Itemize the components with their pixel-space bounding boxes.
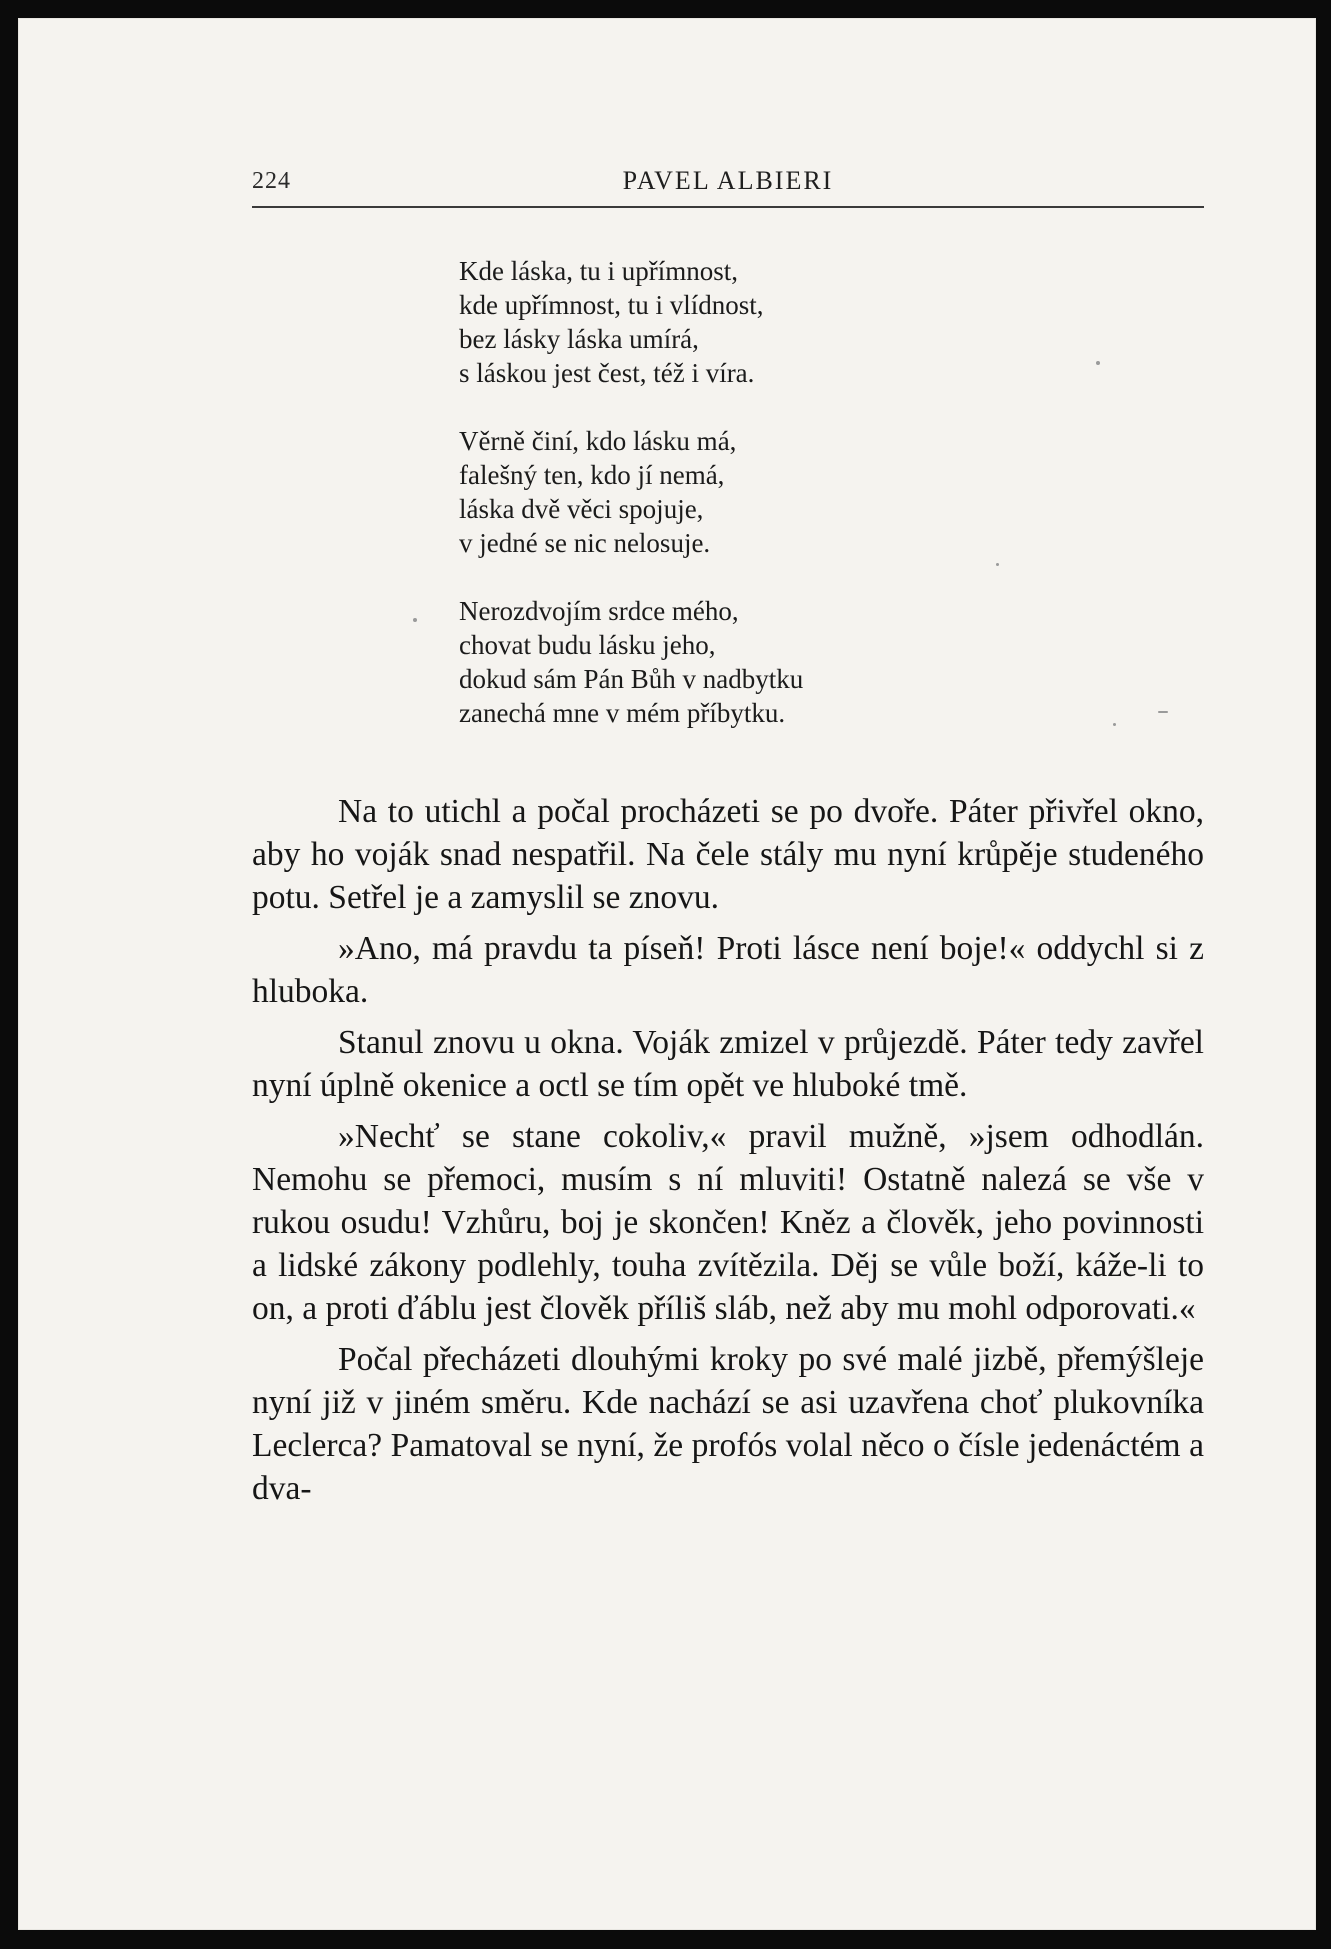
poem-line: v jedné se nic nelosuje.	[459, 528, 711, 558]
paragraph: »Nechť se stane cokoliv,« pravil mužně, »jsem odhodlán. Nemohu se přemoci, musím s ní mluviti! Ostatně nalezá se vše v rukou osudu! Vzhůru, boj je skončen! Kněz a člověk, jeho povinnosti a lidské zákony podlehly, touha zvítězila. Děj se vůle boží, káže-li to on, a proti ďáblu jest člověk příliš sláb, než aby mu mohl odporovati.«	[252, 1118, 1204, 1327]
page-number: 224	[252, 168, 291, 194]
poem-line: zanechá mne v mém příbytku.	[459, 698, 786, 728]
paper-speck	[1096, 361, 1100, 365]
paper-speck	[996, 563, 999, 566]
poem-line: falešný ten, kdo jí nemá,	[459, 460, 725, 490]
poem-stanza	[459, 594, 1019, 730]
poem-line: s láskou jest čest, též i víra.	[459, 358, 755, 388]
page-header	[252, 166, 1204, 208]
paper-speck	[1158, 711, 1168, 713]
poem-line: láska dvě věci spojuje,	[459, 494, 704, 524]
poem-line: Nerozdvojím srdce mého,	[459, 596, 739, 626]
poem-line: dokud sám Pán Bůh v nadbytku	[459, 664, 804, 694]
running-head: PAVEL ALBIERI	[622, 166, 834, 195]
poem-stanza	[459, 254, 1019, 390]
book-page	[18, 18, 1316, 1930]
poem	[459, 254, 1019, 764]
paragraph: Stanul znovu u okna. Voják zmizel v průjezdě. Páter tedy zavřel nyní úplně okenice a octl se tím opět ve hluboké tmě.	[252, 1024, 1204, 1104]
poem-line: chovat budu lásku jeho,	[459, 630, 716, 660]
paragraph: Na to utichl a počal procházeti se po dvoře. Páter přivřel okno, aby ho voják snad nespatřil. Na čele stály mu nyní krůpěje studeného potu. Setřel je a zamyslil se znovu.	[252, 793, 1204, 916]
body-text	[252, 790, 1204, 1518]
paragraph: Počal přecházeti dlouhými kroky po své malé jizbě, přemýšleje nyní již v jiném směru. Kde nachází se asi uzavřena choť plukovníka Leclerca? Pamatoval se nyní, že profós volal něco o čísle jedenáctém a dva-	[252, 1341, 1204, 1507]
paper-speck	[413, 618, 417, 622]
poem-stanza	[459, 424, 1019, 560]
poem-line: Věrně činí, kdo lásku má,	[459, 426, 737, 456]
poem-line: bez lásky láska umírá,	[459, 324, 699, 354]
poem-line: kde upřímnost, tu i vlídnost,	[459, 290, 764, 320]
poem-line: Kde láska, tu i upřímnost,	[459, 256, 738, 286]
paper-speck	[1113, 723, 1116, 726]
paragraph: »Ano, má pravdu ta píseň! Proti lásce není boje!« oddychl si z hluboka.	[252, 930, 1204, 1010]
